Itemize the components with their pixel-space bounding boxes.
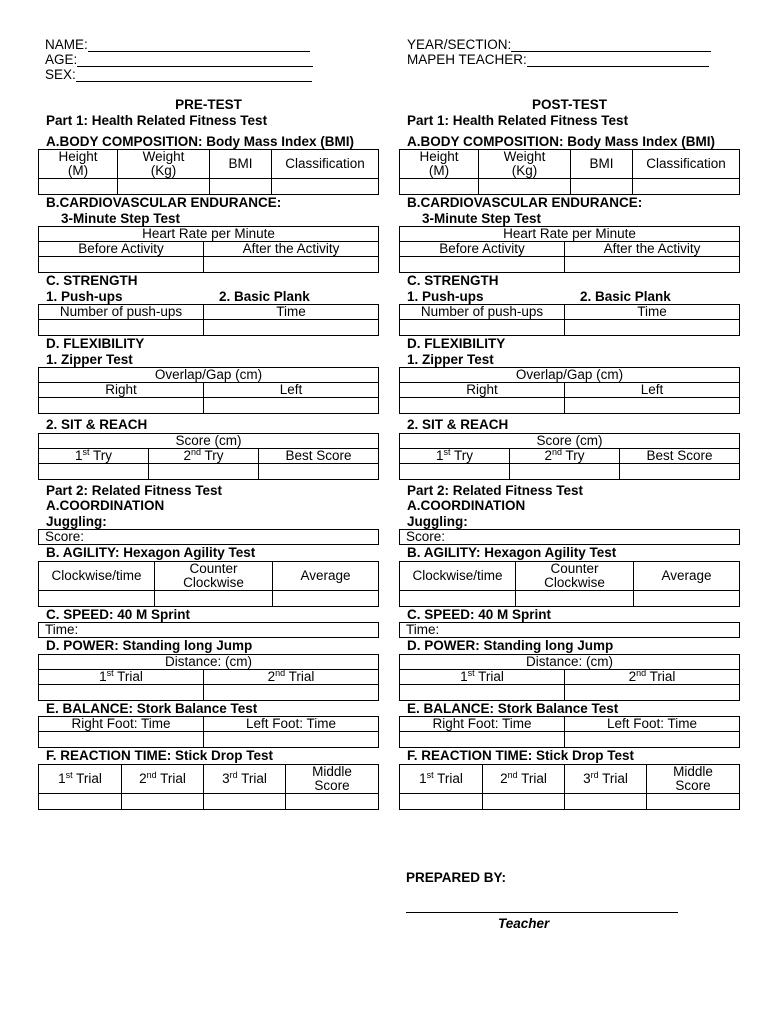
name-label: NAME: [45,37,88,52]
balance-table [38,716,379,748]
reaction-heading: F. REACTION TIME: Stick Drop Test [46,748,274,763]
bmi-value-header: BMI [571,150,633,179]
sit-reach-heading: 2. SIT & REACH [46,417,148,432]
right-foot-cell[interactable] [400,732,565,748]
sit-reach-table [38,433,379,480]
power-heading: D. POWER: Standing long Jump [46,638,253,653]
part2-heading: Part 2: Related Fitness Test [46,482,223,498]
zipper-table [399,367,740,414]
year-section-field[interactable] [511,38,711,52]
part1-heading: Part 1: Health Related Fitness Test [407,113,629,128]
flexibility-heading: D. FLEXIBILITY [46,336,145,351]
right-foot-header: Right Foot: Time [400,717,565,732]
juggling-table [38,529,379,545]
counter-clockwise-header: Counter Clockwise [516,561,634,590]
reaction-trial-2-header: 2nd Trial [122,764,204,793]
year-section-row [407,37,711,52]
score-cm-header: Score (cm) [39,433,379,448]
middle-score-cell[interactable] [286,793,379,809]
juggling-heading: Juggling: [407,513,468,529]
sit-reach-table [399,433,740,480]
zipper-right-header: Right [400,383,565,398]
bmi-table [38,149,379,195]
after-activity-header: After the Activity [204,242,379,257]
student-info-right [407,37,711,67]
coordination-heading: A.COORDINATION [46,498,165,513]
first-try-cell[interactable] [400,463,510,479]
before-activity-cell[interactable] [400,257,565,273]
reaction-table [399,764,740,810]
power-table [399,654,740,701]
bmi-value-header: BMI [210,150,272,179]
juggling-score-cell[interactable]: Score: [39,530,379,545]
pre-test-column [38,97,379,810]
bmi-classification-header: Classification [272,150,379,179]
average-cell[interactable] [273,590,379,606]
zipper-right-header: Right [39,383,204,398]
cardio-heading: B.CARDIOVASCULAR ENDURANCE: [46,195,282,210]
pushups-heading: 1. Push-ups [407,288,484,304]
clockwise-header: Clockwise/time [400,561,516,590]
power-trial-1-cell[interactable] [400,684,565,700]
strength-subheadings [38,289,379,305]
speed-table [399,622,740,638]
left-foot-cell[interactable] [565,732,740,748]
bmi-weight-cell[interactable] [479,179,571,195]
bmi-value-cell[interactable] [210,179,272,195]
balance-table [399,716,740,748]
reaction-trial-1-header: 1st Trial [400,764,483,793]
pushups-cell[interactable] [39,320,204,336]
reaction-trial-1-cell[interactable] [400,793,483,809]
sex-field[interactable] [76,68,312,82]
right-foot-header: Right Foot: Time [39,717,204,732]
body-composition-heading: A.BODY COMPOSITION: Body Mass Index (BMI) [46,133,355,149]
after-activity-header: After the Activity [565,242,740,257]
power-trial-1-cell[interactable] [39,684,204,700]
part2-heading: Part 2: Related Fitness Test [407,482,584,498]
bmi-height-cell[interactable] [39,179,118,195]
second-try-cell[interactable] [149,463,259,479]
power-table [38,654,379,701]
strength-heading: C. STRENGTH [46,273,138,288]
sex-row [45,67,313,82]
sprint-time-cell[interactable]: Time: [400,623,740,638]
heart-rate-header: Heart Rate per Minute [400,227,740,242]
best-score-cell[interactable] [259,463,379,479]
agility-table [399,561,740,607]
speed-table [38,622,379,638]
first-try-header: 1st Try [400,448,510,463]
middle-score-header: Middle Score [286,764,379,793]
zipper-right-cell[interactable] [400,398,565,414]
teacher-label: Teacher [498,916,550,931]
power-trial-2-header: 2nd Trial [204,669,379,684]
power-trial-1-header: 1st Trial [39,669,204,684]
counter-clockwise-header: Counter Clockwise [155,561,273,590]
plank-time-header: Time [204,305,379,320]
overlap-header: Overlap/Gap (cm) [400,368,740,383]
bmi-height-header: Height (M) [400,150,479,179]
num-pushups-header: Number of push-ups [39,305,204,320]
power-trial-2-cell[interactable] [565,684,740,700]
counter-clockwise-cell[interactable] [155,590,273,606]
reaction-trial-2-cell[interactable] [122,793,204,809]
reaction-trial-2-cell[interactable] [483,793,565,809]
left-foot-header: Left Foot: Time [204,717,379,732]
plank-time-cell[interactable] [565,320,740,336]
pushups-heading: 1. Push-ups [46,288,123,304]
strength-subheadings [399,289,740,305]
step-test-heading: 3-Minute Step Test [61,210,181,226]
reaction-trial-2-header: 2nd Trial [483,764,565,793]
signature-line[interactable] [406,912,678,913]
zipper-test-heading: 1. Zipper Test [407,351,494,367]
balance-heading: E. BALANCE: Stork Balance Test [407,700,619,716]
juggling-table [399,529,740,545]
second-try-header: 2nd Try [149,448,259,463]
strength-heading: C. STRENGTH [407,273,499,288]
flexibility-heading: D. FLEXIBILITY [407,336,506,351]
reaction-table [38,764,379,810]
strength-table [399,304,740,336]
first-try-header: 1st Try [39,448,149,463]
juggling-heading: Juggling: [46,513,107,529]
middle-score-cell[interactable] [647,793,740,809]
age-label: AGE: [45,52,78,67]
after-activity-cell[interactable] [204,257,379,273]
middle-score-header: Middle Score [647,764,740,793]
plank-heading: 2. Basic Plank [580,288,671,304]
reaction-trial-3-header: 3rd Trial [565,764,647,793]
prepared-by-label: PREPARED BY: [406,870,507,885]
average-cell[interactable] [634,590,740,606]
reaction-trial-3-header: 3rd Trial [204,764,286,793]
bmi-height-header: Height (M) [39,150,118,179]
mapeh-teacher-label: MAPEH TEACHER: [407,52,527,67]
bmi-classification-cell[interactable] [272,179,379,195]
reaction-trial-3-cell[interactable] [204,793,286,809]
reaction-trial-3-cell[interactable] [565,793,647,809]
power-trial-2-cell[interactable] [204,684,379,700]
power-trial-2-header: 2nd Trial [565,669,740,684]
coordination-heading: A.COORDINATION [407,498,526,513]
zipper-left-header: Left [204,383,379,398]
step-test-heading: 3-Minute Step Test [422,210,542,226]
name-row [45,37,313,52]
left-foot-cell[interactable] [204,732,379,748]
zipper-test-heading: 1. Zipper Test [46,351,133,367]
clockwise-header: Clockwise/time [39,561,155,590]
reaction-trial-1-cell[interactable] [39,793,122,809]
balance-heading: E. BALANCE: Stork Balance Test [46,700,258,716]
sprint-time-cell[interactable]: Time: [39,623,379,638]
best-score-header: Best Score [620,448,740,463]
zipper-right-cell[interactable] [39,398,204,414]
strength-table [38,304,379,336]
zipper-table [38,367,379,414]
speed-heading: C. SPEED: 40 M Sprint [407,606,552,622]
post-test-column [399,97,740,810]
agility-table [38,561,379,607]
student-info-left [45,37,313,82]
sex-label: SEX: [45,67,76,82]
clockwise-cell[interactable] [400,590,516,606]
mapeh-teacher-field[interactable] [527,53,709,67]
bmi-classification-cell[interactable] [633,179,740,195]
after-activity-cell[interactable] [565,257,740,273]
before-activity-header: Before Activity [400,242,565,257]
clockwise-cell[interactable] [39,590,155,606]
plank-heading: 2. Basic Plank [219,288,310,304]
power-heading: D. POWER: Standing long Jump [407,638,614,653]
pushups-cell[interactable] [400,320,565,336]
heart-rate-header: Heart Rate per Minute [39,227,379,242]
agility-heading: B. AGILITY: Hexagon Agility Test [46,545,256,560]
reaction-heading: F. REACTION TIME: Stick Drop Test [407,748,635,763]
name-field[interactable] [88,38,310,52]
age-row [45,52,313,67]
average-header: Average [273,561,379,590]
right-foot-cell[interactable] [39,732,204,748]
sit-reach-heading: 2. SIT & REACH [407,417,509,432]
agility-heading: B. AGILITY: Hexagon Agility Test [407,545,617,560]
heart-rate-table [399,226,740,273]
score-cm-header: Score (cm) [400,433,740,448]
before-activity-header: Before Activity [39,242,204,257]
second-try-header: 2nd Try [510,448,620,463]
num-pushups-header: Number of push-ups [400,305,565,320]
overlap-header: Overlap/Gap (cm) [39,368,379,383]
bmi-table [399,149,740,195]
body-composition-heading: A.BODY COMPOSITION: Body Mass Index (BMI) [407,133,716,149]
distance-header: Distance: (cm) [400,654,740,669]
counter-clockwise-cell[interactable] [516,590,634,606]
bmi-height-cell[interactable] [400,179,479,195]
zipper-left-cell[interactable] [204,398,379,414]
column-title: PRE-TEST [175,97,242,112]
best-score-cell[interactable] [620,463,740,479]
bmi-weight-cell[interactable] [118,179,210,195]
power-trial-1-header: 1st Trial [400,669,565,684]
before-activity-cell[interactable] [39,257,204,273]
plank-time-cell[interactable] [204,320,379,336]
cardio-heading: B.CARDIOVASCULAR ENDURANCE: [407,195,643,210]
left-foot-header: Left Foot: Time [565,717,740,732]
bmi-weight-header: Weight (Kg) [479,150,571,179]
speed-heading: C. SPEED: 40 M Sprint [46,606,191,622]
part1-heading: Part 1: Health Related Fitness Test [46,113,268,128]
distance-header: Distance: (cm) [39,654,379,669]
heart-rate-table [38,226,379,273]
zipper-left-cell[interactable] [565,398,740,414]
plank-time-header: Time [565,305,740,320]
best-score-header: Best Score [259,448,379,463]
bmi-weight-header: Weight (Kg) [118,150,210,179]
second-try-cell[interactable] [510,463,620,479]
zipper-left-header: Left [565,383,740,398]
first-try-cell[interactable] [39,463,149,479]
mapeh-teacher-row [407,52,711,67]
year-section-label: YEAR/SECTION: [407,37,512,52]
average-header: Average [634,561,740,590]
bmi-classification-header: Classification [633,150,740,179]
column-title: POST-TEST [531,97,607,112]
reaction-trial-1-header: 1st Trial [39,764,122,793]
age-field[interactable] [77,53,313,67]
juggling-score-cell[interactable]: Score: [400,530,740,545]
bmi-value-cell[interactable] [571,179,633,195]
